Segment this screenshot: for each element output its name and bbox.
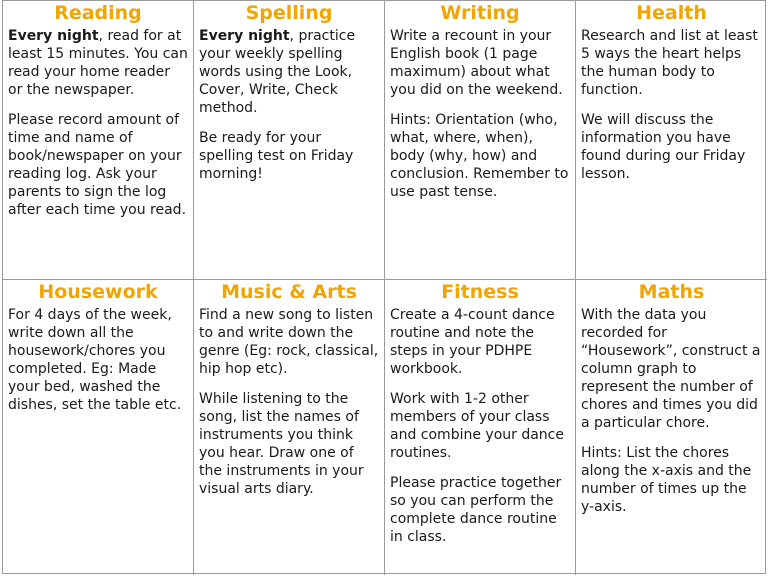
cell-paragraph: Find a new song to listen to and write down the genre (Eg: rock, classical, hip hop etc). <box>199 307 379 377</box>
cell-paragraph: Research and list at least 5 ways the heart helps the human body to function. <box>581 28 758 98</box>
cell-maths <box>576 280 767 575</box>
emphasis-every-night: Every night <box>199 28 290 44</box>
cell-housework <box>3 280 194 575</box>
cell-spelling <box>194 1 385 280</box>
cell-music-arts <box>194 280 385 575</box>
cell-title: Writing <box>440 2 520 24</box>
cell-paragraph: Please practice together so you can perform the complete dance routine in class. <box>390 475 562 545</box>
cell-title: Maths <box>638 281 705 303</box>
cell-reading <box>3 1 194 280</box>
cell-title: Spelling <box>245 2 333 24</box>
cell-title: Music & Arts <box>221 281 357 303</box>
cell-paragraph: Please record amount of time and name of book/newspaper on your reading log. Ask your parents to sign the log after each time you read. <box>8 112 187 218</box>
cell-title: Reading <box>54 2 142 24</box>
cell-title: Housework <box>38 281 158 303</box>
cell-writing <box>385 1 576 280</box>
cell-paragraph: Write a recount in your English book (1 page maximum) about what you did on the weekend. <box>390 28 563 98</box>
cell-paragraph: For 4 days of the week, write down all the housework/chores you completed. Eg: Made your bed, washed the dishes, set the table etc. <box>8 307 182 413</box>
cell-paragraph: While listening to the song, list the names of instruments you think you hear. Draw one of the instruments in your visual arts diary. <box>199 391 364 497</box>
cell-title: Health <box>636 2 707 24</box>
cell-paragraph: With the data you recorded for “Housework”, construct a column graph to represent the number of chores and times you did a particular chore. <box>581 307 761 431</box>
cell-paragraph: Work with 1-2 other members of your class and combine your dance routines. <box>390 391 564 461</box>
homework-grid <box>2 0 766 574</box>
cell-paragraph: Every night, practice your weekly spelling words using the Look, Cover, Write, Check method. <box>199 28 356 116</box>
cell-paragraph: Every night, read for at least 15 minutes. You can read your home reader or the newspaper. <box>8 28 188 98</box>
cell-paragraph: Hints: Orientation (who, what, where, when), body (why, how) and conclusion. Remember to use past tense. <box>390 112 569 200</box>
cell-title: Fitness <box>441 281 519 303</box>
emphasis-every-night: Every night <box>8 28 99 44</box>
cell-paragraph: Create a 4-count dance routine and note the steps in your PDHPE workbook. <box>390 307 555 377</box>
cell-paragraph: Hints: List the chores along the x-axis and the number of times up the y-axis. <box>581 445 752 515</box>
cell-health <box>576 1 767 280</box>
cell-paragraph: We will discuss the information you have found during our Friday lesson. <box>581 112 746 182</box>
cell-fitness <box>385 280 576 575</box>
cell-paragraph: Be ready for your spelling test on Friday morning! <box>199 130 354 182</box>
